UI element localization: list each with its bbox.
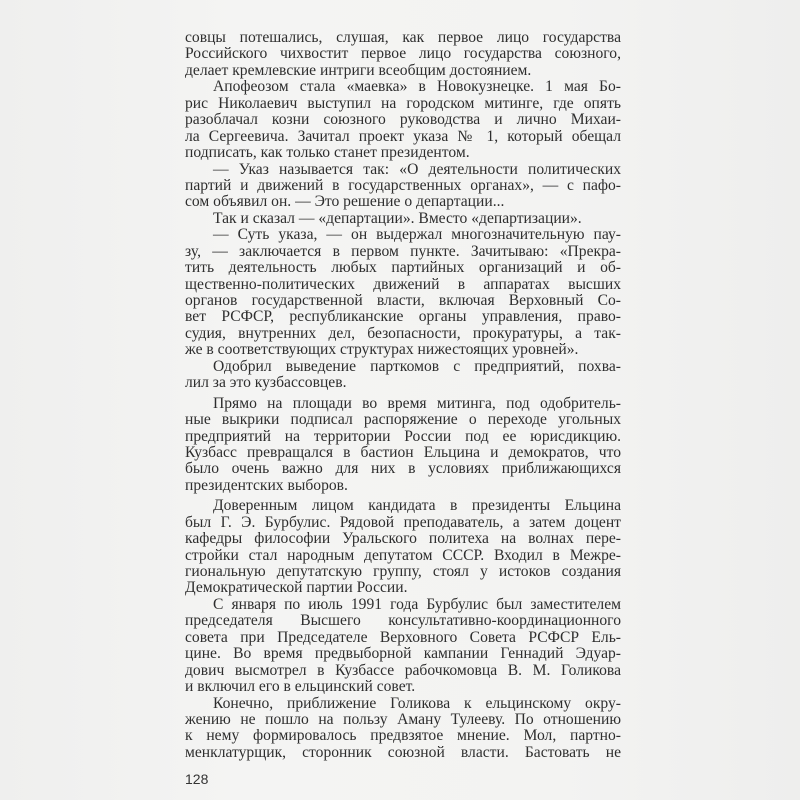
text-line: президентских выборов. [185, 476, 348, 494]
paragraph [185, 30, 621, 79]
text-line: жению не пошло на пользу Аману Тулееву. По отношению [185, 710, 621, 728]
text-line: сом объявил он. — Это решение о департации... [185, 193, 505, 211]
text-line: кафедры философии Уральского политеха на волнах пере- [185, 530, 621, 548]
text-line: судия, внутренних дел, безопасности, прокуратуры, а так- [185, 324, 621, 342]
page-body-text [185, 30, 621, 761]
text-line: председателя Высшего консультативно-координационного [185, 612, 621, 630]
text-line: Демократической партии России. [185, 579, 408, 597]
text-line: — Указ называется так: «О деятельности политических [213, 160, 621, 178]
text-line: к нему формировалось предвзятое мнение. Мол, партно- [185, 727, 621, 745]
page-number: 128 [185, 771, 209, 787]
text-line: делает кремлевские интриги всеобщим достоянием. [185, 61, 532, 79]
paragraph [185, 696, 621, 762]
text-line: цине. Во время предвыборной кампании Геннадий Эдуар- [185, 645, 621, 663]
paragraph [185, 498, 621, 597]
text-line: Одобрил выведение парткомов с предприятий, похва- [213, 357, 621, 375]
text-line: Апофеозом стала «маевка» в Новокузнецке. 1 мая Бо- [213, 78, 621, 96]
text-line: совета при Председателе Верховного Совета РСФСР Ель- [185, 628, 621, 646]
text-line: Доверенным лицом кандидата в президенты Ельцина [213, 497, 621, 515]
text-line: подписать, как только станет президентом. [185, 144, 470, 162]
text-line: гиональную депутатскую группу, стоял у истоков создания [185, 563, 621, 580]
paragraph [185, 359, 621, 392]
text-line: зу, — заключается в первом пункте. Зачитываю: «Прекра- [185, 242, 621, 260]
text-line: лил за это кузбассовцев. [185, 374, 347, 392]
text-line: ные выкрики подписал распоряжение о переходе угольных [185, 411, 621, 429]
text-line: тить деятельность любых партийных организаций и об- [185, 259, 621, 277]
text-line: — Суть указа, — он выдержал многозначительную пау- [213, 226, 621, 244]
paragraph [185, 396, 621, 495]
text-line: Российского чихвостит первое лицо государства союзного, [185, 45, 621, 63]
text-line: совцы потешались, слушая, как первое лицо государства [185, 29, 621, 46]
paragraph [185, 79, 621, 161]
text-line: рис Николаевич выступил на городском митинге, где опять [185, 94, 621, 112]
text-line: партий и движений в государственных органах», — с пафо- [185, 176, 621, 194]
paragraph [185, 211, 621, 227]
text-line: было очень важно для них в условиях приближающихся [185, 460, 621, 478]
text-line: ла Сергеевича. Зачитал проект указа № 1, который обещал [185, 127, 621, 145]
text-line: разоблачал козни союзного руководства и лично Михаи- [185, 111, 621, 129]
text-line: щественно-политических движений в аппаратах высших [185, 275, 621, 293]
text-line: органов государственной власти, включая Верховный Со- [185, 292, 621, 309]
text-line: менклатурщик, сторонник союзной власти. Бастовать не [185, 743, 621, 761]
paragraph [185, 597, 621, 696]
paragraph [185, 162, 621, 211]
text-line: дович высмотрел в Кузбассе рабочкомовца В. М. Голикова [185, 661, 621, 679]
paragraph [185, 227, 621, 359]
text-line: был Г. Э. Бурбулис. Рядовой преподаватель, а затем доцент [185, 513, 621, 531]
text-line: предприятий на территории России под ее юрисдикцию. [185, 427, 621, 445]
text-line: вет РСФСР, республиканские органы управления, право- [185, 308, 621, 326]
text-line: стройки стал народным депутатом СССР. Входил в Межре- [185, 546, 621, 564]
text-line: Конечно, приближение Голикова к ельцинскому окру- [213, 694, 621, 712]
text-line: и включил его в ельцинский совет. [185, 678, 416, 696]
text-line: Кузбасс превращался в бастион Ельцина и демократов, что [185, 443, 621, 461]
text-line: Так и сказал — «департации». Вместо «департизации». [213, 209, 582, 227]
text-line: же в соответствующих структурах нижестоящих уровней». [185, 341, 579, 359]
text-line: С января по июль 1991 года Бурбулис был заместителем [213, 595, 621, 613]
text-line: Прямо на площади во время митинга, под одобритель- [213, 394, 621, 412]
